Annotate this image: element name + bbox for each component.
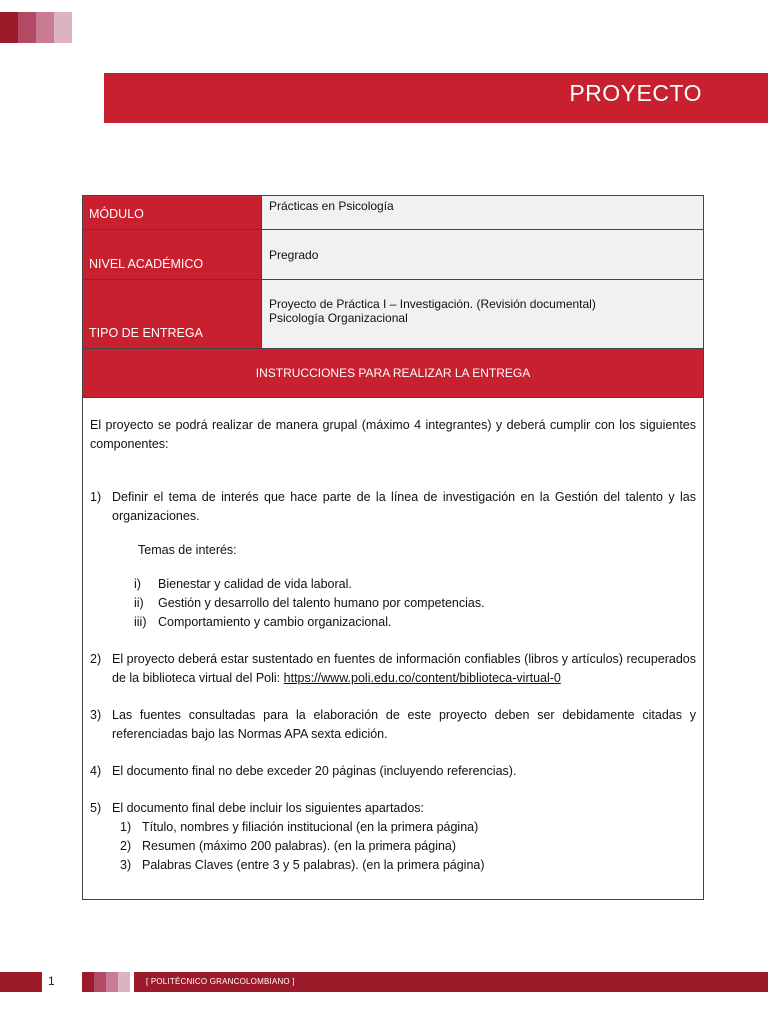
section-item (120, 837, 696, 856)
topic-item (134, 575, 696, 594)
list-item-5-text: El documento final debe incluir los siguientes apartados: (112, 801, 424, 815)
list-item-3 (90, 706, 696, 744)
swatch-1 (0, 12, 18, 43)
nivel-label: NIVEL ACADÉMICO (83, 230, 262, 280)
tipo-value-line1 (269, 297, 696, 311)
modulo-value: Prácticas en Psicología (262, 196, 704, 230)
section-number: 2) (120, 839, 132, 853)
list-item-1-number: 1) (90, 490, 102, 504)
banner-notch (104, 73, 114, 87)
nivel-value: Pregrado (262, 230, 704, 280)
footer-swatch-3 (106, 972, 118, 992)
page-number: 1 (48, 974, 55, 988)
poli-library-link[interactable]: https://www.poli.edu.co/content/biblioteca-virtual-0 (283, 671, 561, 685)
footer-institution: [ POLITÉCNICO GRANCOLOMBIANO ] (146, 977, 295, 986)
list-item-1 (90, 488, 696, 526)
project-info-table (82, 195, 704, 900)
tipo-value (262, 280, 704, 349)
instructions-body (83, 398, 704, 900)
header-swatches (0, 12, 72, 43)
topic-number: i) (134, 577, 141, 591)
topic-text: Gestión y desarrollo del talento humano por competencias. (158, 596, 485, 610)
topic-item (134, 613, 696, 632)
page-title: PROYECTO (569, 80, 702, 106)
list-item-3-number: 3) (90, 708, 102, 722)
list-item-3-text: Las fuentes consultadas para la elaboración de este proyecto deben ser debidamente citadas y referenciadas bajo las Normas APA sexta edición. (112, 708, 696, 741)
list-item-4-number: 4) (90, 764, 102, 778)
list-item-2 (90, 650, 696, 688)
section-item (120, 856, 696, 875)
swatch-2 (18, 12, 36, 43)
footer-swatches (82, 972, 130, 992)
section-item (120, 818, 696, 837)
list-item-2-text: El proyecto deberá estar sustentado en fuentes de información confiables (libros y artículos) recuperados de la biblioteca virtual del Poli: (112, 652, 696, 685)
section-text: Palabras Claves (entre 3 y 5 palabras). (en la primera página) (142, 858, 485, 872)
topic-number: ii) (134, 596, 144, 610)
tipo-value-line1-a: Proyecto de Práctica I – Investigación. (269, 297, 474, 311)
topic-number: iii) (134, 615, 147, 629)
topic-text: Bienestar y calidad de vida laboral. (158, 577, 352, 591)
topic-item (134, 594, 696, 613)
tipo-value-line1-b: (Revisión documental) (476, 297, 596, 311)
list-item-2-number: 2) (90, 652, 102, 666)
swatch-4 (54, 12, 72, 43)
swatch-3 (36, 12, 54, 43)
tipo-label: TIPO DE ENTREGA (83, 280, 262, 349)
list-item-1-text: Definir el tema de interés que hace parte de la línea de investigación en la Gestión del talento y las organizaciones. (112, 490, 696, 523)
section-number: 1) (120, 820, 132, 834)
tipo-value-line2: Psicología Organizacional (269, 311, 408, 325)
section-number: 3) (120, 858, 132, 872)
list-item-5-number: 5) (90, 801, 102, 815)
list-item-5 (90, 799, 696, 818)
footer-left-block (0, 972, 42, 992)
footer-swatch-1 (82, 972, 94, 992)
list-item-4-text: El documento final no debe exceder 20 páginas (incluyendo referencias). (112, 764, 517, 778)
list-item-4 (90, 762, 696, 781)
section-text: Título, nombres y filiación institucional (en la primera página) (142, 820, 479, 834)
section-text: Resumen (máximo 200 palabras). (en la primera página) (142, 839, 457, 853)
instructions-intro: El proyecto se podrá realizar de manera grupal (máximo 4 integrantes) y deberá cumplir con los siguientes componentes: (90, 418, 696, 451)
instructions-heading: INSTRUCCIONES PARA REALIZAR LA ENTREGA (83, 349, 704, 398)
footer-swatch-4 (118, 972, 130, 992)
footer-swatch-2 (94, 972, 106, 992)
topic-text: Comportamiento y cambio organizacional. (158, 615, 392, 629)
modulo-label: MÓDULO (83, 196, 262, 230)
topics-title: Temas de interés: (138, 543, 237, 557)
list-item-2-text-wrap (112, 650, 696, 688)
